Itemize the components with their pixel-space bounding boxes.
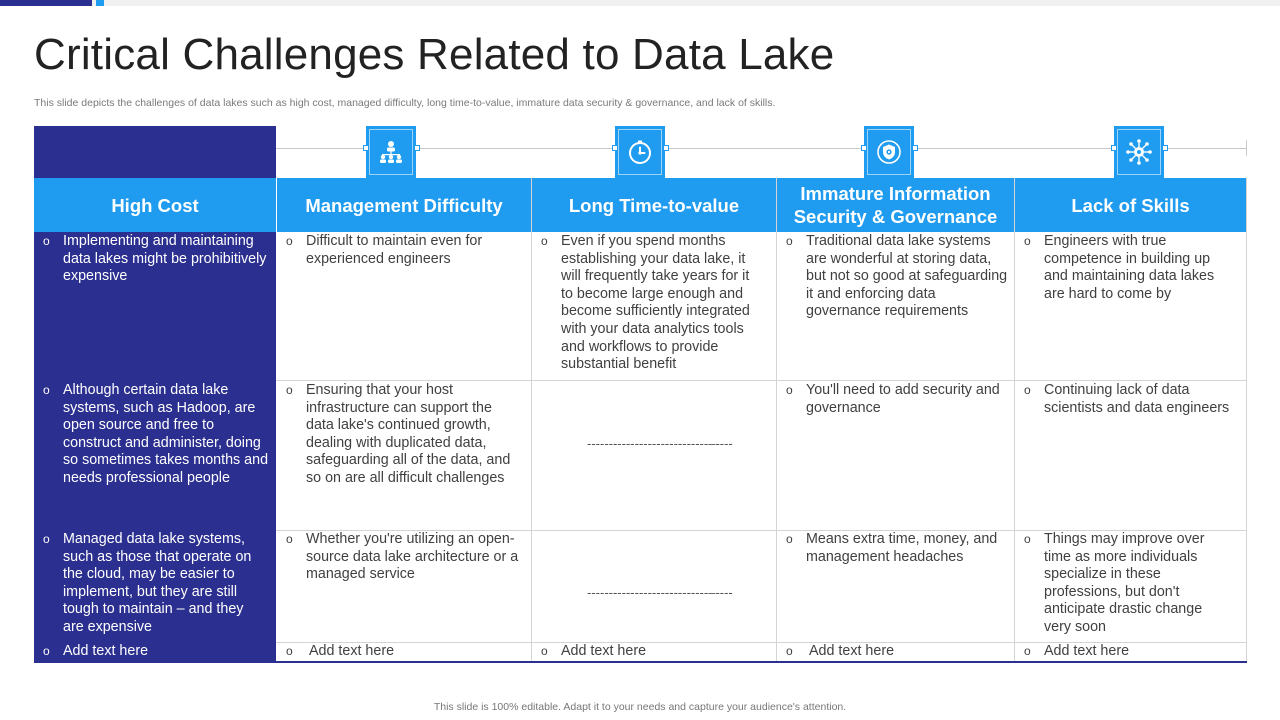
cell-text: Difficult to maintain even for experienced engineers: [306, 233, 483, 267]
cell-text: Add text here: [1044, 643, 1130, 659]
header-management-difficulty: Management Difficulty: [305, 194, 503, 216]
list-item: [1024, 233, 1236, 303]
placeholder-dashes: ----------------------------–----: [587, 585, 733, 600]
row-divider: [276, 380, 1247, 381]
list-item: [43, 531, 268, 637]
cell-text: Things may improve over time as more individuals specialize in these professions, but don't anticipate drastic change very soon: [1044, 531, 1205, 635]
page-subtitle: This slide depicts the challenges of data lakes such as high cost, managed difficulty, long time-to-value, immature data security & governance, and lack of skills.: [34, 97, 776, 109]
org-chart-icon: [366, 126, 416, 178]
bullet-icon: o: [786, 644, 793, 658]
shield-gear-icon: [864, 126, 914, 178]
cell-text: Engineers with true competence in building up and maintaining data lakes are hard to come by: [1044, 233, 1215, 302]
list-item: [286, 233, 522, 268]
bullet-icon: o: [286, 532, 293, 546]
cell-text: Implementing and maintaining data lakes might be prohibitively expensive: [63, 233, 267, 285]
cell-text: Ensuring that your host infrastructure can support the data lake's continued growth, dealing with duplicated data, safeguarding all of the data, and so on are all difficult challenges: [306, 382, 511, 486]
list-item: [1024, 531, 1230, 637]
cell-text: Traditional data lake systems are wonderful at storing data, but not so good at safeguarding it and enforcing data governance requirements: [806, 233, 1008, 320]
footer-note: This slide is 100% editable. Adapt it to your needs and capture your audience's attention.: [433, 701, 847, 713]
column-divider: [1014, 178, 1015, 662]
icon-handle: [663, 145, 669, 151]
cell-text: You'll need to add security and governance: [806, 382, 1000, 416]
bullet-icon: o: [1024, 532, 1031, 546]
icon-handle: [861, 145, 867, 151]
bullet-icon: o: [286, 644, 293, 658]
top-accent-bar: [0, 0, 1280, 6]
placeholder-dashes: ----------------------------–----: [587, 436, 733, 451]
cell-text: Although certain data lake systems, such as Hadoop, are open source and free to construct and administer, doing so sometimes takes months and needs professional people: [63, 382, 269, 486]
bullet-icon: o: [43, 383, 50, 397]
bullet-icon: o: [1024, 234, 1031, 248]
list-item: [286, 531, 522, 584]
bullet-icon: o: [541, 234, 548, 248]
bullet-icon: o: [43, 644, 50, 658]
icon-connector-end: [1246, 140, 1247, 156]
list-item: [786, 643, 1010, 661]
list-item: [786, 233, 1010, 321]
cell-text: Add text here: [309, 643, 395, 659]
bullet-icon: o: [43, 532, 50, 546]
bullet-icon: o: [786, 383, 793, 397]
list-item: [541, 643, 769, 661]
accent-segment-navy: [0, 0, 92, 6]
header-immature-security-governance: Immature Information Security & Governance: [793, 183, 998, 227]
bullet-icon: o: [286, 234, 293, 248]
list-item: [541, 233, 759, 374]
column-divider: [776, 178, 777, 662]
bullet-icon: o: [786, 532, 793, 546]
cell-text: Means extra time, money, and management headaches: [806, 531, 998, 565]
icon-handle: [363, 145, 369, 151]
list-item: [43, 643, 268, 661]
list-item: [286, 643, 522, 661]
page-title: Critical Challenges Related to Data Lake: [34, 30, 835, 79]
stopwatch-icon: [615, 126, 665, 178]
cell-text: Whether you're utilizing an open-source data lake architecture or a managed service: [306, 531, 519, 583]
list-item: [43, 382, 268, 488]
icon-handle: [1162, 145, 1168, 151]
bullet-icon: o: [286, 383, 293, 397]
bullet-icon: o: [1024, 383, 1031, 397]
table-bottom-border: [34, 661, 1247, 663]
column-divider: [531, 178, 532, 662]
cell-text: Add text here: [561, 643, 647, 659]
cell-text: Add text here: [809, 643, 895, 659]
list-item: [1024, 382, 1240, 417]
list-item: [43, 233, 268, 286]
icon-handle: [912, 145, 918, 151]
bullet-icon: o: [786, 234, 793, 248]
bullet-icon: o: [43, 234, 50, 248]
list-item: [786, 531, 1010, 566]
list-item: [786, 382, 1010, 417]
bullet-icon: o: [1024, 644, 1031, 658]
column-divider: [1246, 178, 1247, 662]
icon-handle: [414, 145, 420, 151]
icon-connector-line: [276, 148, 1247, 149]
list-item: [1024, 643, 1240, 661]
cell-text: Managed data lake systems, such as those that operate on the cloud, may be easier to implement, but they are still tough to maintain – and they are expensive: [63, 531, 252, 635]
header-high-cost: High Cost: [111, 194, 199, 216]
accent-segment-blue: [96, 0, 104, 6]
cell-text: Add text here: [63, 643, 149, 659]
cell-text: Even if you spend months establishing your data lake, it will frequently take years for it to become large enough and become sufficiently integrated with your data analytics tools and workflows to provide substantial benefit: [561, 233, 750, 373]
header-lack-of-skills: Lack of Skills: [1071, 194, 1190, 216]
icon-handle: [1111, 145, 1117, 151]
header-long-time-to-value: Long Time-to-value: [568, 194, 740, 216]
cell-text: Continuing lack of data scientists and data engineers: [1044, 382, 1230, 416]
network-gear-icon: [1114, 126, 1164, 178]
list-item: [286, 382, 522, 488]
icon-handle: [612, 145, 618, 151]
bullet-icon: o: [541, 644, 548, 658]
